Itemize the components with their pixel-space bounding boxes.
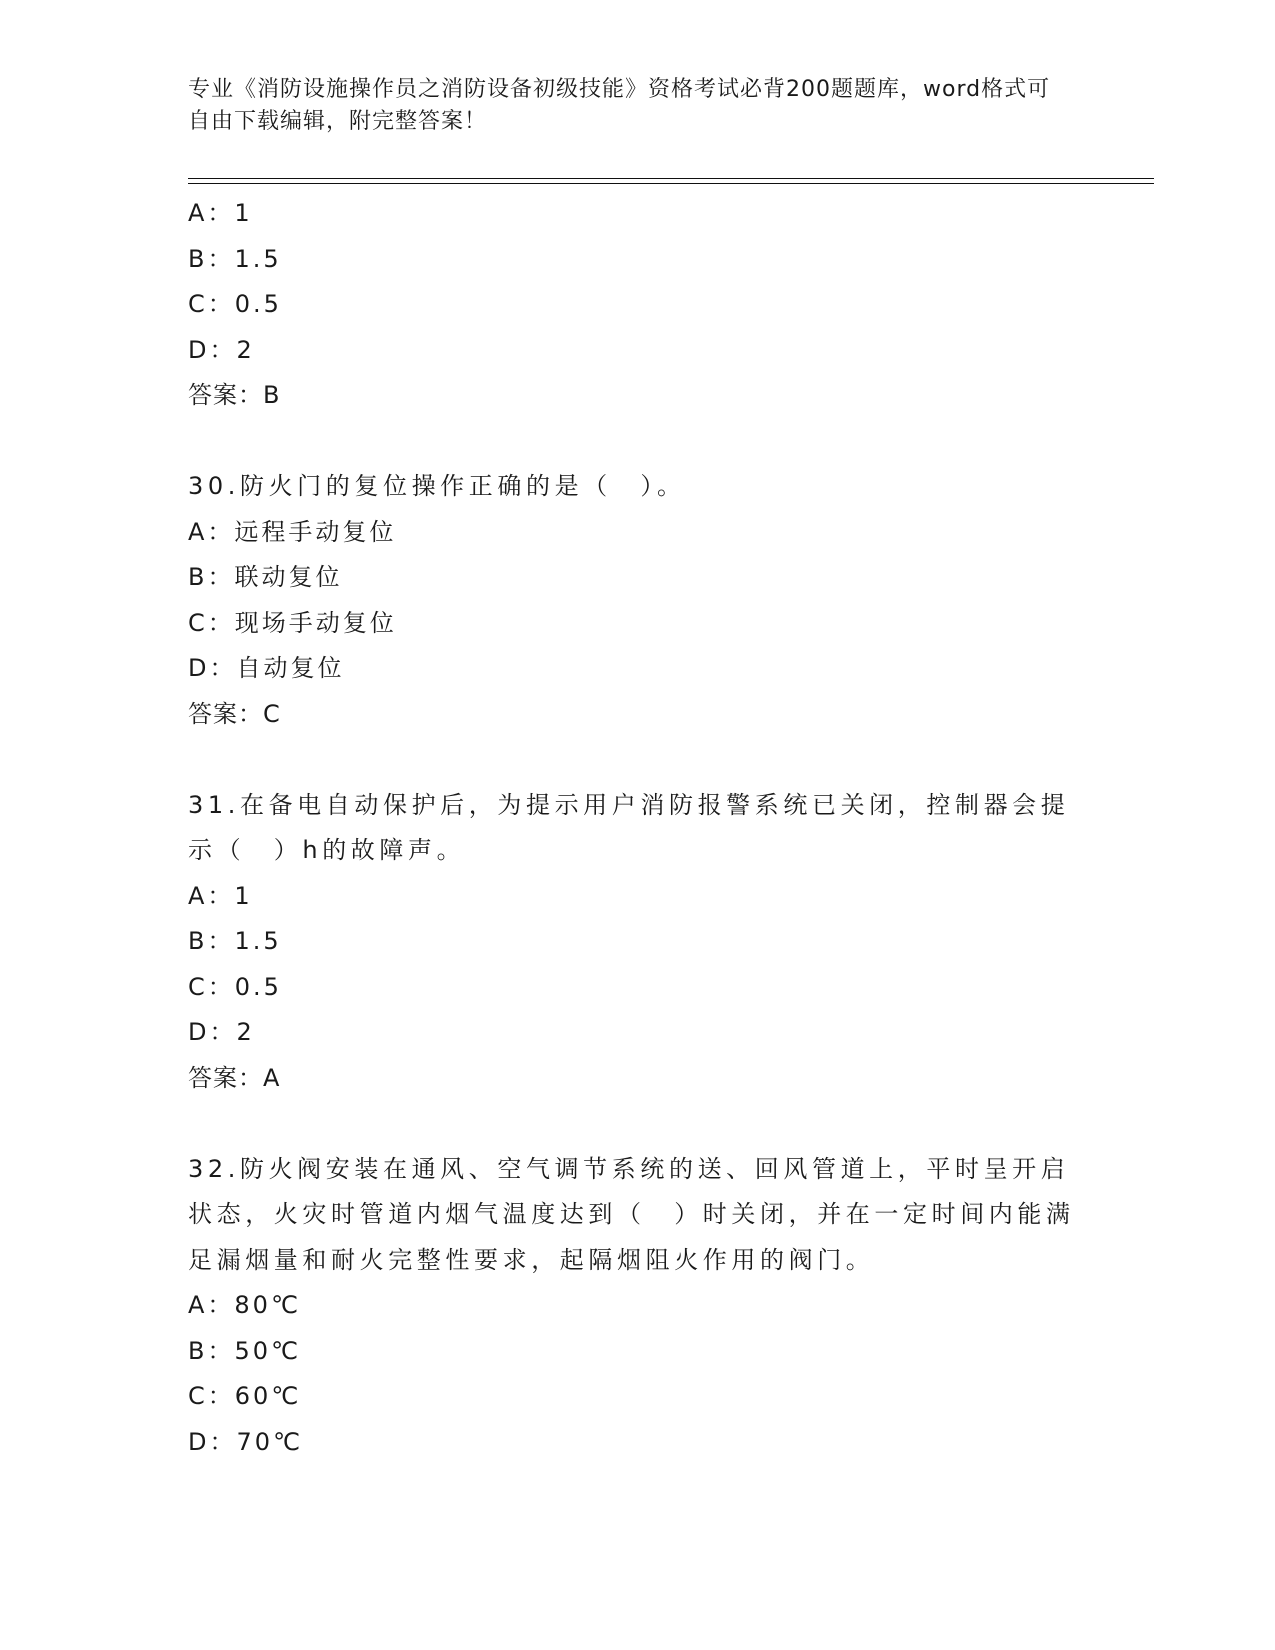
option-d: D：2 (188, 1018, 255, 1046)
header-rule-bottom (188, 183, 1154, 184)
option-d: D：2 (188, 335, 255, 364)
option-c: C：0.5 (188, 290, 282, 318)
document-header: 专业《消防设施操作员之消防设备初级技能》资格考试必背200题题库，word格式可自由下载编辑，附完整答案！ (188, 77, 1051, 134)
option-b: B：联动复位 (188, 563, 343, 591)
option-c: C：现场手动复位 (188, 608, 397, 637)
question-31-block (188, 783, 1088, 1102)
option-c: C：0.5 (188, 972, 282, 1001)
answer-label: 答案： (188, 699, 263, 728)
answer-label: 答案： (188, 1063, 263, 1092)
option-a: A：1 (188, 199, 253, 227)
option-d: D：自动复位 (188, 654, 345, 682)
question-text: 32.防火阀安装在通风、空气调节系统的送、回风管道上，平时呈开启状态，火灾时管道内烟气温度达到（ ）时关闭，并在一定时间内能满足漏烟量和耐火完整性要求，起隔烟阻火作用的阀门。 (188, 1154, 1075, 1274)
answer-value: B (263, 381, 281, 409)
answer-value: A (263, 1063, 281, 1092)
question-separator (188, 737, 1088, 783)
option-a: A：1 (188, 881, 253, 910)
option-d: D：70℃ (188, 1427, 303, 1456)
option-a: A：远程手动复位 (188, 517, 397, 546)
question-list (188, 191, 1088, 1465)
option-c: C：60℃ (188, 1382, 302, 1410)
option-a: A：80℃ (188, 1291, 301, 1319)
option-b: B：1.5 (188, 927, 282, 955)
option-b: B：1.5 (188, 244, 282, 273)
header-rule-top (188, 178, 1154, 179)
option-b: B：50℃ (188, 1336, 301, 1365)
answer-line (188, 373, 1088, 419)
question-30-block (188, 464, 1088, 737)
answer-line (188, 1056, 1088, 1102)
question-separator (188, 1101, 1088, 1147)
answer-value: C (263, 699, 281, 728)
answer-label: 答案： (188, 381, 263, 409)
question-text: 31.在备电自动保护后，为提示用户消防报警系统已关闭，控制器会提示（ ）h的故障声。 (188, 790, 1070, 864)
previous-question-block (188, 191, 1088, 419)
question-text: 30.防火门的复位操作正确的是（ ）。 (188, 472, 686, 500)
answer-line (188, 692, 1088, 738)
question-separator (188, 419, 1088, 465)
question-32-block (188, 1147, 1088, 1466)
